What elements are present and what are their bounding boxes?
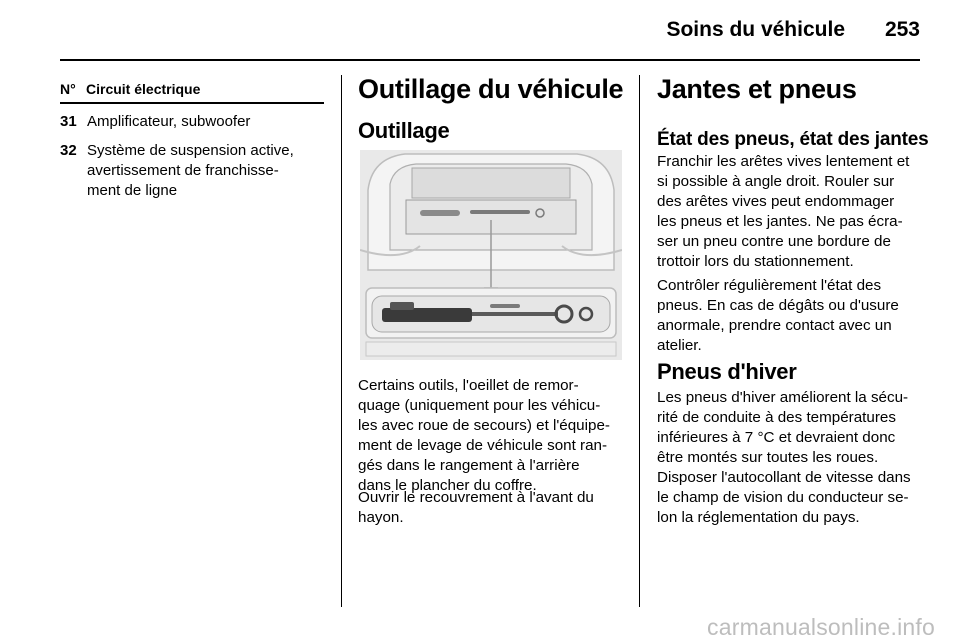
text-line: inférieures à 7 °C et devraient donc — [657, 429, 896, 446]
column-divider-1 — [341, 75, 342, 607]
text-line: les pneus et les jantes. Ne pas écra- — [657, 213, 903, 230]
text-line: le champ de vision du conducteur se- — [657, 489, 909, 506]
text-line: atelier. — [657, 337, 702, 354]
section-heading-outillage-vehicule: Outillage du véhicule — [358, 74, 624, 104]
paragraph — [657, 152, 932, 272]
text-line: Disposer l'autocollant de vitesse dans — [657, 469, 911, 486]
row-text-line: Système de suspension active, — [87, 142, 294, 159]
text-line: si possible à angle droit. Rouler sur — [657, 173, 895, 190]
text-line: des arêtes vives peut endommager — [657, 193, 895, 210]
paragraph — [657, 468, 932, 528]
text-line: rité de conduite à des températures — [657, 409, 896, 426]
row-text-line: avertissement de franchisse- — [87, 162, 279, 179]
paragraph — [657, 276, 932, 356]
page-header-title: Soins du véhicule — [666, 18, 845, 41]
text-line: anormale, prendre contact avec un — [657, 317, 892, 334]
text-line: hayon. — [358, 509, 404, 526]
text-line: Franchir les arêtes vives lentement et — [657, 153, 910, 170]
page-number: 253 — [884, 18, 920, 41]
paragraph — [657, 388, 932, 468]
paragraph — [358, 488, 628, 528]
row-number: 31 — [60, 113, 77, 130]
table-header-label: Circuit électrique — [86, 81, 201, 97]
text-line: Contrôler régulièrement l'état des — [657, 277, 882, 294]
column-divider-2 — [639, 75, 640, 607]
table-header-rule — [60, 102, 324, 104]
table-header — [60, 81, 324, 97]
row-text-line: ment de ligne — [87, 182, 178, 199]
text-line: lon la réglementation du pays. — [657, 509, 860, 526]
subheading-outillage: Outillage — [358, 118, 450, 143]
text-line: pneus. En cas de dégâts ou d'usure — [657, 297, 899, 314]
row-number: 32 — [60, 142, 77, 159]
header-rule — [60, 59, 920, 61]
watermark-text: carmanualsonline.info — [707, 614, 935, 640]
text-line: gés dans le rangement à l'arrière — [358, 457, 580, 474]
text-line: quage (uniquement pour les véhicu- — [358, 397, 601, 414]
trunk-tools-illustration — [360, 150, 622, 360]
row-text-line: Amplificateur, subwoofer — [87, 113, 251, 130]
text-line: dans le plancher du coffre. — [358, 477, 537, 494]
text-line: trottoir lors du stationnement. — [657, 253, 854, 270]
text-line: ser un pneu contre une bordure de — [657, 233, 891, 250]
text-line: Certains outils, l'oeillet de remor- — [358, 377, 579, 394]
section-heading-jantes-pneus: Jantes et pneus — [657, 74, 857, 104]
text-line: ment de levage de véhicule sont ran- — [358, 437, 608, 454]
text-line: Ouvrir le recouvrement à l'avant du — [358, 489, 594, 506]
text-line: être montés sur toutes les roues. — [657, 449, 879, 466]
text-line: Les pneus d'hiver améliorent la sécu- — [657, 389, 909, 406]
paragraph — [358, 376, 628, 496]
text-line: les avec roue de secours) et l'équipe- — [358, 417, 610, 434]
table-header-number: N° — [60, 81, 76, 97]
subheading-etat-pneus: État des pneus, état des jantes — [657, 129, 929, 150]
subheading-pneus-hiver: Pneus d'hiver — [657, 359, 797, 384]
